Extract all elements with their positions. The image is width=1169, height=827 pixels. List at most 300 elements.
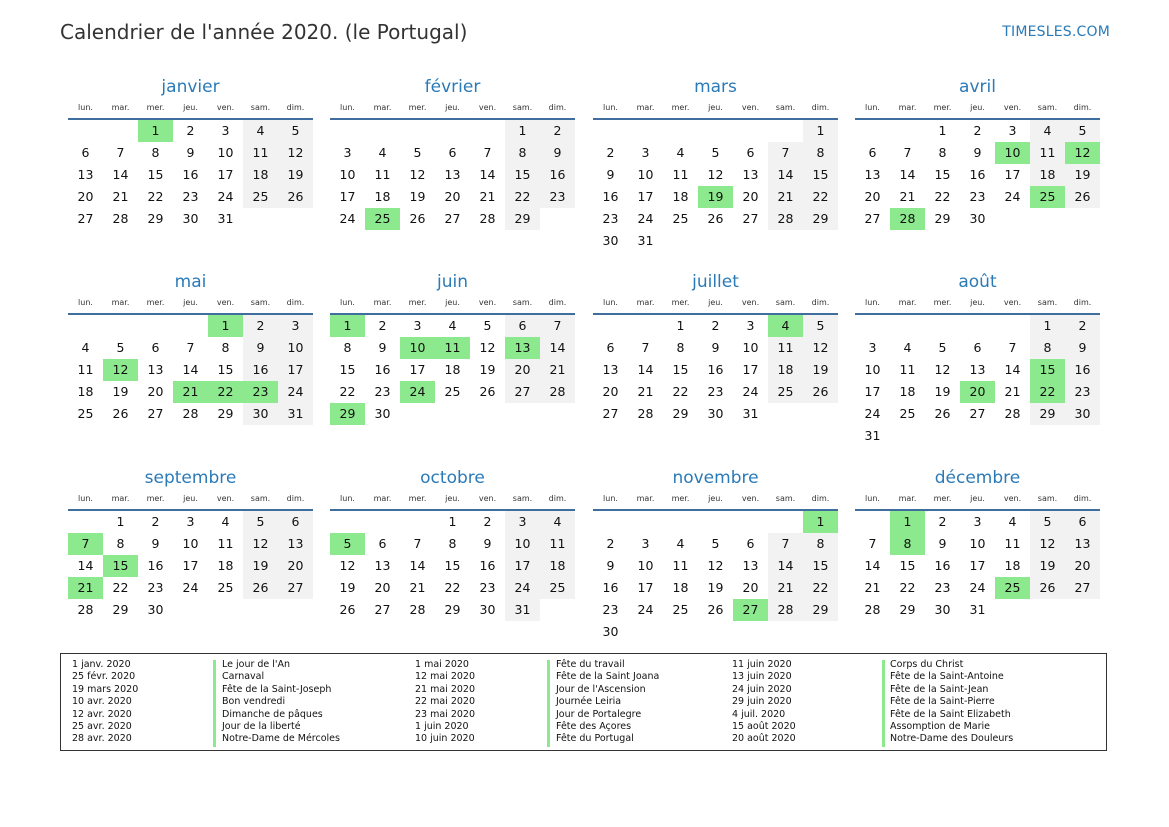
weekday-header bbox=[330, 100, 575, 120]
day-cell: 27 bbox=[742, 211, 759, 226]
weekday-label: ven. bbox=[1003, 103, 1022, 112]
day-cell: 18 bbox=[374, 189, 391, 204]
day-cell: 26 bbox=[1065, 186, 1100, 208]
day-cell: 21 bbox=[768, 577, 803, 599]
month-name: septembre bbox=[144, 468, 237, 488]
day-cell: 6 bbox=[746, 145, 755, 160]
month-name: novembre bbox=[672, 468, 759, 488]
month-4 bbox=[855, 74, 1100, 230]
day-cell: 14 bbox=[77, 558, 94, 573]
weekday-label: lun. bbox=[340, 494, 355, 503]
day-cell: 7 bbox=[768, 142, 803, 164]
holiday-day-cell: 23 bbox=[243, 381, 278, 403]
day-cell: 4 bbox=[676, 145, 685, 160]
day-cell: 3 bbox=[1008, 123, 1017, 138]
day-cell: 5 bbox=[483, 318, 492, 333]
day-cell: 7 bbox=[186, 340, 195, 355]
day-cell: 19 bbox=[278, 164, 313, 186]
day-cell: 25 bbox=[444, 384, 461, 399]
day-cell: 19 bbox=[803, 359, 838, 381]
day-cell: 8 bbox=[505, 142, 540, 164]
day-cell: 7 bbox=[413, 536, 422, 551]
day-cell: 26 bbox=[1030, 577, 1065, 599]
day-cell: 12 bbox=[707, 167, 724, 182]
day-cell: 14 bbox=[899, 167, 916, 182]
empty-cell bbox=[663, 511, 698, 533]
day-cell: 13 bbox=[278, 533, 313, 555]
day-cell: 22 bbox=[505, 186, 540, 208]
day-cell: 16 bbox=[243, 359, 278, 381]
month-8 bbox=[855, 269, 1100, 447]
day-cell: 21 bbox=[637, 384, 654, 399]
day-cell: 22 bbox=[147, 189, 164, 204]
day-cell: 17 bbox=[637, 189, 654, 204]
month-5 bbox=[68, 269, 313, 425]
day-cell: 21 bbox=[479, 189, 496, 204]
day-cell: 11 bbox=[217, 536, 234, 551]
day-cell: 29 bbox=[1030, 403, 1065, 425]
day-cell: 25 bbox=[899, 406, 916, 421]
day-cell: 4 bbox=[378, 145, 387, 160]
day-cell: 27 bbox=[969, 406, 986, 421]
weekday-label: dim. bbox=[286, 494, 305, 503]
day-cell: 16 bbox=[147, 558, 164, 573]
weekday-label: dim. bbox=[548, 103, 567, 112]
day-grid bbox=[68, 511, 313, 621]
empty-cell bbox=[663, 120, 698, 142]
day-cell: 16 bbox=[707, 362, 724, 377]
day-cell: 9 bbox=[1065, 337, 1100, 359]
day-cell: 30 bbox=[243, 403, 278, 425]
legend-date: 10 avr. 2020 bbox=[72, 696, 132, 708]
legend-holiday-name: Fête du Portugal bbox=[556, 733, 634, 745]
day-cell: 3 bbox=[186, 514, 195, 529]
day-cell: 11 bbox=[243, 142, 278, 164]
month-name: mai bbox=[174, 272, 207, 292]
day-cell: 24 bbox=[217, 189, 234, 204]
day-cell: 20 bbox=[77, 189, 94, 204]
day-grid bbox=[855, 511, 1100, 621]
day-cell: 30 bbox=[602, 624, 619, 639]
day-cell: 4 bbox=[676, 536, 685, 551]
holiday-day-cell: 15 bbox=[103, 555, 138, 577]
page-title: Calendrier de l'année 2020. (le Portugal) bbox=[60, 20, 468, 44]
month-name: mars bbox=[694, 77, 737, 97]
day-cell: 4 bbox=[903, 340, 912, 355]
day-cell: 16 bbox=[934, 558, 951, 573]
weekday-label: mer. bbox=[146, 103, 165, 112]
day-cell: 27 bbox=[1065, 577, 1100, 599]
month-6 bbox=[330, 269, 575, 425]
day-cell: 23 bbox=[147, 580, 164, 595]
day-cell: 17 bbox=[278, 359, 313, 381]
day-cell: 14 bbox=[540, 337, 575, 359]
day-cell: 6 bbox=[278, 511, 313, 533]
day-cell: 2 bbox=[378, 318, 387, 333]
day-cell: 7 bbox=[483, 145, 492, 160]
holiday-day-cell: 13 bbox=[505, 337, 540, 359]
weekday-label: lun. bbox=[865, 298, 880, 307]
weekday-header bbox=[593, 295, 838, 315]
weekday-label: sam. bbox=[512, 494, 533, 503]
month-7 bbox=[593, 269, 838, 425]
legend-holiday-name: Le jour de l'An bbox=[222, 659, 291, 670]
day-cell: 31 bbox=[505, 599, 540, 621]
day-grid bbox=[855, 315, 1100, 447]
day-cell: 17 bbox=[1004, 167, 1021, 182]
day-cell: 9 bbox=[151, 536, 160, 551]
day-cell: 10 bbox=[505, 533, 540, 555]
month-name: janvier bbox=[161, 77, 220, 97]
day-cell: 14 bbox=[479, 167, 496, 182]
empty-cell bbox=[698, 511, 733, 533]
weekday-label: jeu. bbox=[445, 494, 460, 503]
day-cell: 27 bbox=[602, 406, 619, 421]
weekday-label: mer. bbox=[146, 494, 165, 503]
day-cell: 8 bbox=[448, 536, 457, 551]
month-name: juin bbox=[437, 272, 468, 292]
day-cell: 9 bbox=[378, 340, 387, 355]
day-cell: 19 bbox=[339, 580, 356, 595]
empty-cell bbox=[890, 120, 925, 142]
day-cell: 1 bbox=[803, 120, 838, 142]
day-cell: 31 bbox=[742, 406, 759, 421]
empty-cell bbox=[628, 315, 663, 337]
holiday-day-cell: 1 bbox=[890, 511, 925, 533]
day-cell: 16 bbox=[479, 558, 496, 573]
weekday-label: mar. bbox=[636, 103, 655, 112]
day-cell: 22 bbox=[934, 189, 951, 204]
day-cell: 28 bbox=[864, 602, 881, 617]
day-cell: 27 bbox=[505, 381, 540, 403]
day-grid bbox=[68, 315, 313, 425]
day-cell: 7 bbox=[1008, 340, 1017, 355]
weekday-label: sam. bbox=[250, 103, 271, 112]
weekday-label: jeu. bbox=[708, 103, 723, 112]
weekday-label: dim. bbox=[548, 494, 567, 503]
day-cell: 4 bbox=[221, 514, 230, 529]
day-cell: 11 bbox=[672, 167, 689, 182]
day-cell: 13 bbox=[969, 362, 986, 377]
day-cell: 21 bbox=[409, 580, 426, 595]
legend-holiday-name: Fête de la Saint-Jean bbox=[890, 683, 989, 695]
day-cell: 27 bbox=[278, 577, 313, 599]
weekday-label: lun. bbox=[78, 494, 93, 503]
month-name: juillet bbox=[692, 272, 739, 292]
day-cell: 19 bbox=[243, 555, 278, 577]
weekday-label: mer. bbox=[933, 494, 952, 503]
day-cell: 14 bbox=[182, 362, 199, 377]
day-cell: 21 bbox=[768, 186, 803, 208]
day-cell: 15 bbox=[803, 555, 838, 577]
day-cell: 20 bbox=[742, 580, 759, 595]
day-cell: 23 bbox=[1065, 381, 1100, 403]
day-cell: 9 bbox=[606, 167, 615, 182]
day-cell: 19 bbox=[1030, 555, 1065, 577]
day-cell: 11 bbox=[1030, 142, 1065, 164]
day-cell: 18 bbox=[672, 580, 689, 595]
day-cell: 30 bbox=[602, 233, 619, 248]
weekday-label: lun. bbox=[603, 298, 618, 307]
day-cell: 26 bbox=[112, 406, 129, 421]
weekday-label: dim. bbox=[811, 494, 830, 503]
day-cell: 31 bbox=[637, 233, 654, 248]
legend-holiday-name: Fête du travail bbox=[556, 659, 625, 670]
weekday-label: ven. bbox=[216, 298, 235, 307]
day-cell: 12 bbox=[278, 142, 313, 164]
day-cell: 10 bbox=[217, 145, 234, 160]
day-cell: 16 bbox=[602, 580, 619, 595]
day-cell: 30 bbox=[1065, 403, 1100, 425]
day-cell: 11 bbox=[374, 167, 391, 182]
weekday-label: lun. bbox=[603, 103, 618, 112]
day-cell: 17 bbox=[742, 362, 759, 377]
day-grid bbox=[855, 120, 1100, 230]
empty-cell bbox=[68, 511, 103, 533]
day-cell: 20 bbox=[374, 580, 391, 595]
holiday-day-cell: 25 bbox=[995, 577, 1030, 599]
weekday-label: jeu. bbox=[183, 103, 198, 112]
day-cell: 8 bbox=[343, 340, 352, 355]
day-cell: 28 bbox=[182, 406, 199, 421]
day-cell: 2 bbox=[973, 123, 982, 138]
weekday-label: lun. bbox=[78, 298, 93, 307]
weekday-label: dim. bbox=[548, 298, 567, 307]
day-cell: 17 bbox=[339, 189, 356, 204]
day-cell: 18 bbox=[672, 189, 689, 204]
weekday-label: lun. bbox=[603, 494, 618, 503]
day-cell: 30 bbox=[182, 211, 199, 226]
day-cell: 4 bbox=[81, 340, 90, 355]
day-cell: 3 bbox=[505, 511, 540, 533]
day-cell: 25 bbox=[243, 186, 278, 208]
day-cell: 7 bbox=[641, 340, 650, 355]
day-cell: 6 bbox=[448, 145, 457, 160]
legend-date: 1 mai 2020 bbox=[415, 659, 469, 670]
day-cell: 6 bbox=[606, 340, 615, 355]
day-cell: 29 bbox=[672, 406, 689, 421]
weekday-label: mar. bbox=[898, 298, 917, 307]
day-cell: 15 bbox=[217, 362, 234, 377]
day-cell: 23 bbox=[602, 211, 619, 226]
day-grid bbox=[330, 511, 575, 621]
holiday-day-cell: 11 bbox=[435, 337, 470, 359]
legend-date: 22 mai 2020 bbox=[415, 696, 476, 708]
holiday-legend bbox=[60, 653, 1107, 751]
day-cell: 1 bbox=[505, 120, 540, 142]
day-grid bbox=[593, 120, 838, 252]
day-cell: 19 bbox=[409, 189, 426, 204]
holiday-day-cell: 27 bbox=[733, 599, 768, 621]
day-cell: 17 bbox=[505, 555, 540, 577]
day-cell: 7 bbox=[540, 315, 575, 337]
day-cell: 16 bbox=[182, 167, 199, 182]
day-cell: 11 bbox=[672, 558, 689, 573]
holiday-day-cell: 1 bbox=[208, 315, 243, 337]
day-cell: 13 bbox=[742, 558, 759, 573]
month-2 bbox=[330, 74, 575, 230]
day-cell: 6 bbox=[378, 536, 387, 551]
month-9 bbox=[68, 465, 313, 621]
day-cell: 28 bbox=[768, 599, 803, 621]
day-cell: 13 bbox=[864, 167, 881, 182]
day-cell: 18 bbox=[899, 384, 916, 399]
legend-holiday-name: Fête de la Saint-Joseph bbox=[222, 683, 332, 695]
day-cell: 14 bbox=[768, 164, 803, 186]
empty-cell bbox=[698, 120, 733, 142]
empty-cell bbox=[103, 120, 138, 142]
day-cell: 21 bbox=[540, 359, 575, 381]
legend-holiday-name: Fête de la Saint-Antoine bbox=[890, 671, 1004, 683]
brand-logo-text[interactable]: TIMESLES.COM bbox=[1002, 24, 1110, 40]
legend-col1-names bbox=[222, 659, 340, 746]
day-cell: 29 bbox=[899, 602, 916, 617]
day-cell: 20 bbox=[444, 189, 461, 204]
day-cell: 24 bbox=[864, 406, 881, 421]
day-cell: 23 bbox=[969, 189, 986, 204]
empty-cell bbox=[400, 511, 435, 533]
day-cell: 24 bbox=[339, 211, 356, 226]
day-cell: 11 bbox=[1004, 536, 1021, 551]
day-cell: 10 bbox=[969, 536, 986, 551]
holiday-day-cell: 25 bbox=[1030, 186, 1065, 208]
legend-holiday-name: Notre-Dame des Douleurs bbox=[890, 733, 1014, 745]
day-cell: 15 bbox=[339, 362, 356, 377]
day-cell: 30 bbox=[934, 602, 951, 617]
weekday-label: sam. bbox=[250, 494, 271, 503]
day-cell: 6 bbox=[973, 340, 982, 355]
weekday-label: ven. bbox=[1003, 494, 1022, 503]
day-cell: 15 bbox=[505, 164, 540, 186]
weekday-label: mar. bbox=[373, 494, 392, 503]
day-cell: 23 bbox=[374, 384, 391, 399]
day-cell: 2 bbox=[186, 123, 195, 138]
holiday-day-cell: 20 bbox=[960, 381, 995, 403]
empty-cell bbox=[890, 315, 925, 337]
day-cell: 8 bbox=[938, 145, 947, 160]
holiday-day-cell: 10 bbox=[400, 337, 435, 359]
day-cell: 17 bbox=[637, 580, 654, 595]
day-cell: 2 bbox=[606, 536, 615, 551]
day-cell: 26 bbox=[278, 186, 313, 208]
day-cell: 22 bbox=[112, 580, 129, 595]
weekday-label: sam. bbox=[1037, 103, 1058, 112]
legend-holiday-name: Fête de la Saint-Pierre bbox=[890, 696, 995, 708]
legend-marker bbox=[547, 660, 550, 747]
day-cell: 2 bbox=[938, 514, 947, 529]
month-name: avril bbox=[959, 77, 996, 97]
day-cell: 26 bbox=[243, 577, 278, 599]
weekday-label: mer. bbox=[671, 103, 690, 112]
weekday-label: sam. bbox=[250, 298, 271, 307]
empty-cell bbox=[400, 120, 435, 142]
legend-holiday-name: Jour de l'Ascension bbox=[556, 683, 646, 695]
day-cell: 2 bbox=[151, 514, 160, 529]
weekday-label: jeu. bbox=[970, 494, 985, 503]
weekday-label: sam. bbox=[775, 298, 796, 307]
day-cell: 9 bbox=[606, 558, 615, 573]
day-cell: 9 bbox=[540, 142, 575, 164]
day-cell: 27 bbox=[77, 211, 94, 226]
weekday-label: lun. bbox=[340, 298, 355, 307]
empty-cell bbox=[960, 315, 995, 337]
holiday-day-cell: 4 bbox=[768, 315, 803, 337]
weekday-label: mer. bbox=[671, 298, 690, 307]
day-cell: 10 bbox=[637, 167, 654, 182]
weekday-label: mar. bbox=[898, 494, 917, 503]
empty-cell bbox=[628, 511, 663, 533]
day-cell: 8 bbox=[676, 340, 685, 355]
weekday-label: mar. bbox=[636, 494, 655, 503]
day-cell: 24 bbox=[182, 580, 199, 595]
day-cell: 7 bbox=[903, 145, 912, 160]
day-cell: 22 bbox=[444, 580, 461, 595]
holiday-day-cell: 21 bbox=[68, 577, 103, 599]
holiday-day-cell: 25 bbox=[365, 208, 400, 230]
day-cell: 6 bbox=[1065, 511, 1100, 533]
weekday-label: ven. bbox=[1003, 298, 1022, 307]
weekday-header bbox=[68, 491, 313, 511]
month-10 bbox=[330, 465, 575, 621]
day-cell: 5 bbox=[711, 536, 720, 551]
day-cell: 6 bbox=[746, 536, 755, 551]
weekday-label: mer. bbox=[408, 494, 427, 503]
weekday-label: mar. bbox=[636, 298, 655, 307]
day-cell: 18 bbox=[1004, 558, 1021, 573]
empty-cell bbox=[365, 511, 400, 533]
empty-cell bbox=[173, 315, 208, 337]
legend-holiday-name: Corps du Christ bbox=[890, 659, 964, 670]
weekday-label: mar. bbox=[373, 103, 392, 112]
day-cell: 5 bbox=[116, 340, 125, 355]
holiday-day-cell: 1 bbox=[803, 511, 838, 533]
weekday-label: sam. bbox=[775, 103, 796, 112]
day-cell: 10 bbox=[278, 337, 313, 359]
day-cell: 28 bbox=[77, 602, 94, 617]
day-cell: 24 bbox=[637, 602, 654, 617]
day-cell: 27 bbox=[444, 211, 461, 226]
month-name: août bbox=[958, 272, 997, 292]
day-cell: 9 bbox=[973, 145, 982, 160]
weekday-label: sam. bbox=[1037, 298, 1058, 307]
day-cell: 9 bbox=[711, 340, 720, 355]
weekday-label: ven. bbox=[216, 494, 235, 503]
day-cell: 8 bbox=[803, 142, 838, 164]
day-cell: 27 bbox=[864, 211, 881, 226]
day-cell: 8 bbox=[116, 536, 125, 551]
day-cell: 3 bbox=[641, 145, 650, 160]
weekday-header bbox=[330, 295, 575, 315]
month-1 bbox=[68, 74, 313, 230]
day-grid bbox=[593, 511, 838, 643]
weekday-label: lun. bbox=[78, 103, 93, 112]
day-cell: 8 bbox=[1030, 337, 1065, 359]
legend-date: 20 août 2020 bbox=[732, 733, 796, 745]
weekday-label: ven. bbox=[478, 494, 497, 503]
day-cell: 6 bbox=[505, 315, 540, 337]
day-cell: 2 bbox=[243, 315, 278, 337]
weekday-label: jeu. bbox=[970, 298, 985, 307]
day-cell: 31 bbox=[278, 403, 313, 425]
empty-cell bbox=[768, 511, 803, 533]
holiday-day-cell: 28 bbox=[890, 208, 925, 230]
day-cell: 16 bbox=[374, 362, 391, 377]
day-cell: 29 bbox=[444, 602, 461, 617]
day-cell: 11 bbox=[899, 362, 916, 377]
day-cell: 2 bbox=[1065, 315, 1100, 337]
day-cell: 6 bbox=[81, 145, 90, 160]
day-cell: 10 bbox=[339, 167, 356, 182]
